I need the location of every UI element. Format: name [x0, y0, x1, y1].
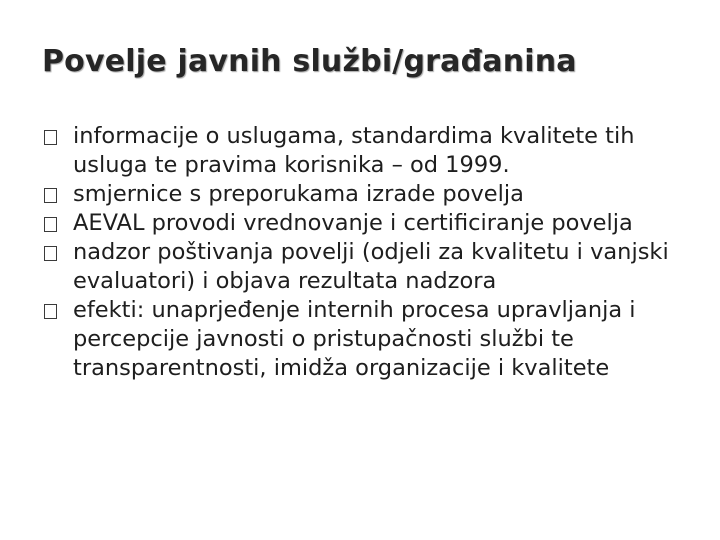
- hollow-square-bullet-icon: [44, 246, 57, 261]
- bullet-item-smjernice: [44, 180, 704, 209]
- bullet-text: nadzor poštivanja povelji (odjeli za kvalitetu i vanjski evaluatori) i objava rezultata nadzora: [73, 239, 669, 294]
- hollow-square-bullet-icon: [44, 217, 57, 232]
- hollow-square-bullet-icon: [44, 130, 57, 145]
- bullet-text: informacije o uslugama, standardima kvalitete tih usluga te pravima korisnika – od 1999.: [73, 123, 635, 178]
- slide-title: Povelje javnih službi/građanina: [42, 44, 577, 79]
- bullet-list: [44, 122, 704, 383]
- hollow-square-bullet-icon: [44, 304, 57, 319]
- bullet-text: AEVAL provodi vrednovanje i certificiranje povelja: [73, 210, 633, 236]
- bullet-item-nadzor: [44, 238, 704, 296]
- bullet-item-aeval: [44, 209, 704, 238]
- bullet-item-efekti: [44, 296, 704, 383]
- bullet-item-informacije: [44, 122, 704, 180]
- bullet-text: efekti: unaprjeđenje internih procesa upravljanja i percepcije javnosti o pristupačnosti službi te transparentnosti, imidža organizacije i kvalitete: [73, 297, 636, 381]
- hollow-square-bullet-icon: [44, 188, 57, 203]
- bullet-text: smjernice s preporukama izrade povelja: [73, 181, 524, 207]
